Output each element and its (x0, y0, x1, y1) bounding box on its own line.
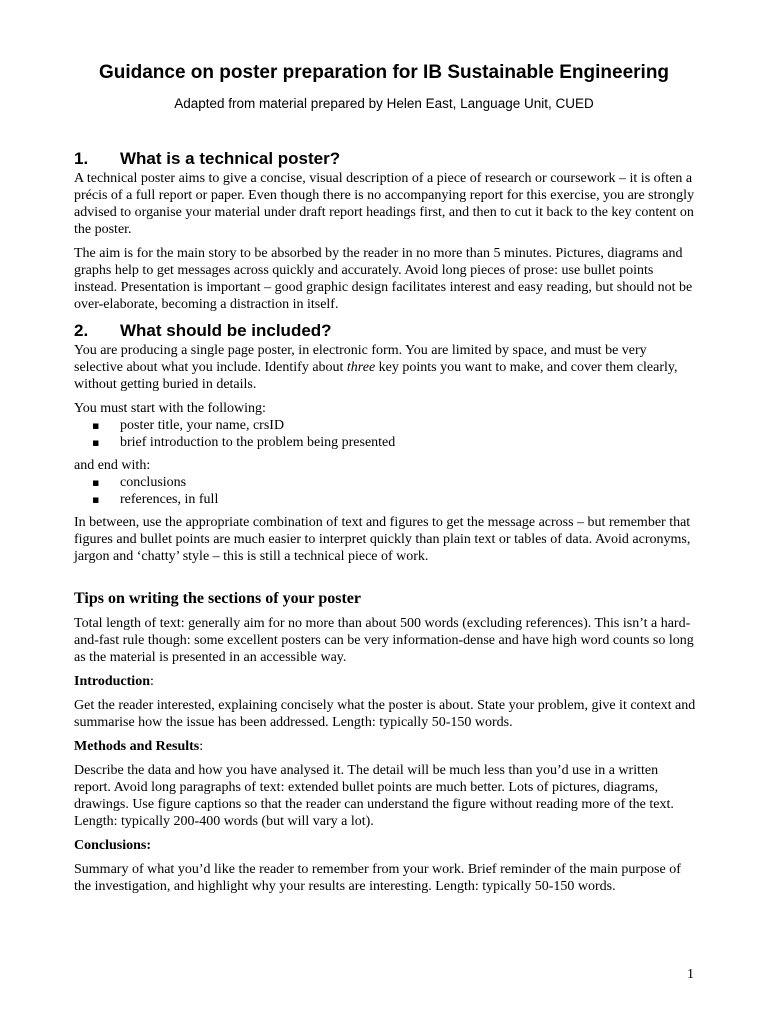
document-subtitle: Adapted from material prepared by Helen East, Language Unit, CUED (174, 96, 594, 111)
section-2-title: What should be included? (120, 321, 332, 340)
conclusions-text: Summary of what you’d like the reader to remember from your work. Brief reminder of the main purpose of the investigation, and highlight why your results are interesting. Length: typically 50-150 words. (74, 862, 681, 894)
conclusions-subheading (74, 837, 696, 854)
list-item: ▪ brief introduction to the problem being presented (74, 434, 696, 451)
section-1-paragraph-2: The aim is for the main story to be absorbed by the reader in no more than 5 minutes. Pictures, diagrams and graphs help to get messages across quickly and accurately. Avoid long pieces of prose: use bullet points instead. Presentation is important – good graphic design facilitates interest and easy reading, but should not be over-elaborate, becoming a distraction in itself. (74, 246, 693, 312)
document-body (74, 148, 696, 902)
page-number: 1 (687, 967, 694, 982)
introduction-text: Get the reader interested, explaining concisely what the poster is about. State your problem, give it context and summarise how the issue has been addressed. Length: typically 50-150 words. (74, 698, 696, 730)
section-1-paragraph-1: A technical poster aims to give a concise, visual description of a piece of research or coursework – it is often a précis of a full report or paper. Even though there is no accompanying report for this exercise, you are strongly advised to organise your material under draft report headings first, and then to cut it back to the key content on the poster. (74, 171, 695, 237)
start-list-intro: You must start with the following: (74, 401, 266, 416)
introduction-subheading-colon: : (149, 674, 154, 689)
start-list (74, 417, 696, 451)
list-item: ▪ references, in full (74, 491, 696, 508)
section-2-number: 2. (74, 321, 89, 340)
methods-subheading-colon: : (199, 739, 204, 754)
methods-subheading (74, 738, 696, 755)
end-list-intro: and end with: (74, 458, 151, 473)
tips-intro-paragraph: Total length of text: generally aim for no more than about 500 words (excluding references). This isn’t a hard-and-fast rule though: some excellent posters can be very information-dense and have high word counts so long as the material is presented in an accessible way. (74, 616, 694, 665)
section-2-paragraph-1-part-a: You are producing a single page poster, in electronic form. You are limited by space, and must be very selective about what you include. Identify about (74, 343, 647, 375)
conclusions-subheading-label: Conclusions: (74, 838, 152, 853)
list-item: ▪ poster title, your name, crsID (74, 417, 696, 434)
section-1-heading (74, 148, 696, 170)
introduction-subheading (74, 673, 696, 690)
methods-subheading-label: Methods and Results (74, 739, 200, 754)
list-item: ▪ conclusions (74, 474, 696, 491)
section-1-number: 1. (74, 149, 89, 168)
section-2-paragraph-between: In between, use the appropriate combination of text and figures to get the message across – but remember that figures and bullet points are much easier to interpret quickly than plain text or tables of data. Avoid acronyms, jargon and ‘chatty’ style – this is still a technical piece of work. (74, 515, 691, 564)
methods-text: Describe the data and how you have analysed it. The detail will be much less than you’d use in a written report. Avoid long paragraphs of text: extended bullet points are much better. Lots of pictures, diagrams, drawings. Use figure captions so that the reader can understand the figure without reading more of the text. Length: typically 200-400 words (but will vary a lot). (74, 763, 674, 829)
document-title: Guidance on poster preparation for IB Sustainable Engineering (98, 62, 670, 83)
section-2-paragraph-1 (74, 342, 696, 393)
section-2-heading (74, 320, 696, 342)
section-2-paragraph-1-part-b: key points you want to make, and cover them clearly, without getting buried in details. (74, 360, 678, 392)
end-list (74, 474, 696, 508)
tips-heading: Tips on writing the sections of your poster (74, 590, 361, 607)
emphasis-three: three (346, 360, 376, 375)
introduction-subheading-label: Introduction (74, 674, 150, 689)
section-1-title: What is a technical poster? (120, 149, 341, 168)
